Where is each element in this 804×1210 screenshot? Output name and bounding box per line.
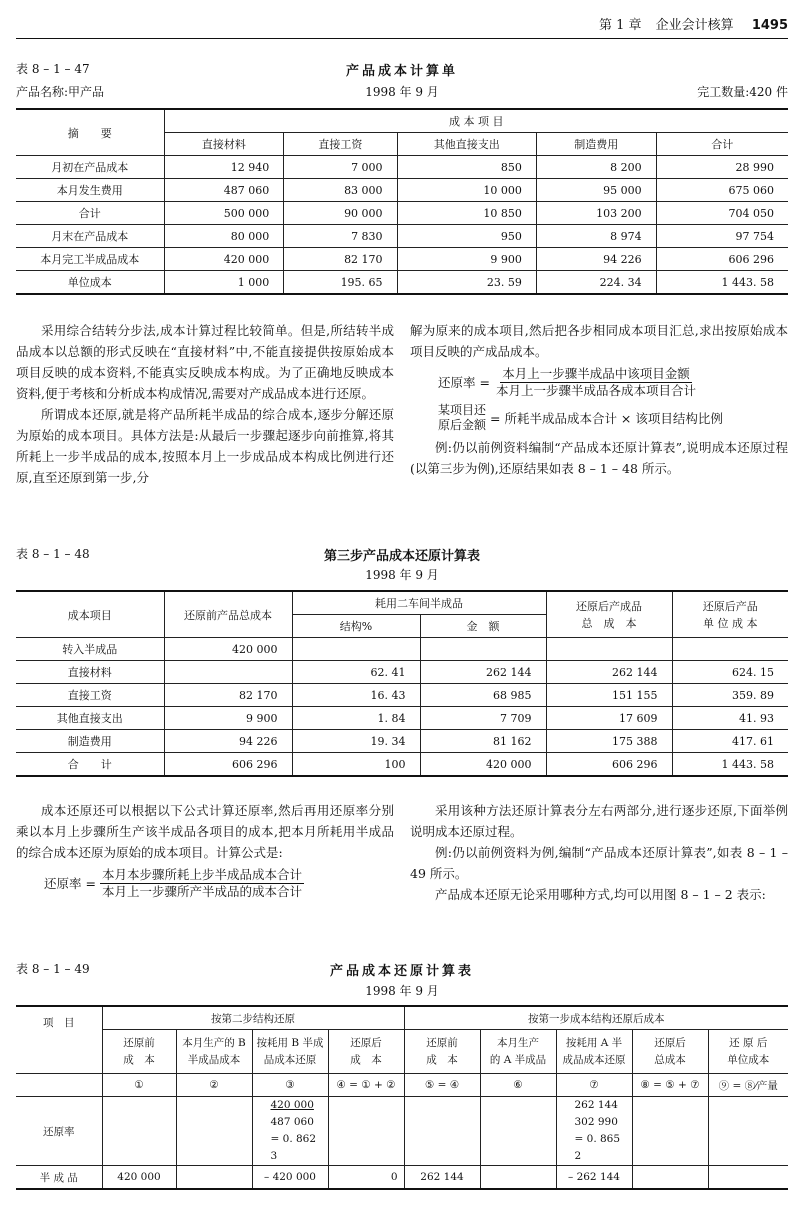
text-column-right — [410, 320, 788, 479]
formula-lhs-line: 某项目还 — [438, 403, 487, 417]
header-line: 的 A 半成品 — [489, 1053, 547, 1066]
page-number: 1495 — [751, 18, 788, 33]
cell: 80 000 — [164, 225, 284, 248]
cell: 420 000 — [420, 753, 546, 777]
paragraph: 例:仍以前例资料为例,编制“产品成本还原计算表”,如表 8 – 1 – 49 所示。 — [410, 845, 788, 881]
formula-reduction-rate-1 — [438, 366, 788, 399]
cell — [328, 1097, 404, 1166]
text-column-left — [16, 800, 394, 904]
cell: 7 000 — [284, 156, 397, 179]
table-row — [16, 661, 788, 684]
header-line: 按耗用 A 半 — [565, 1036, 623, 1049]
cell: 10 000 — [397, 179, 536, 202]
table3-col-header — [556, 1030, 632, 1074]
cell: 8 974 — [536, 225, 656, 248]
cell: 100 — [292, 753, 420, 777]
column-number: ⑧ = ⑤ + ⑦ — [632, 1074, 708, 1097]
cell: 90 000 — [284, 202, 397, 225]
cell: 195. 65 — [284, 271, 397, 295]
cell — [708, 1097, 788, 1166]
table2-header-struct: 结构% — [292, 615, 420, 638]
row-label: 月末在产品成本 — [16, 225, 164, 248]
table3-col-header — [252, 1030, 328, 1074]
table3-col-header — [102, 1030, 176, 1074]
header-line: 总 成 本 — [581, 616, 637, 630]
text-column-right — [410, 800, 788, 905]
table2-header-group: 耗用二车间半成品 — [292, 591, 546, 615]
paragraph: 解为原来的成本项目,然后把各步相同成本项目汇总,求出按原始成本项目反映的产成品成本。 — [410, 323, 788, 359]
table3-col-header — [632, 1030, 708, 1074]
table-row — [16, 248, 788, 271]
cell — [420, 638, 546, 661]
cell — [632, 1097, 708, 1166]
table1-col-header: 其他直接支出 — [397, 133, 536, 156]
column-number: ② — [176, 1074, 252, 1097]
cell: 262 144 — [404, 1166, 480, 1190]
cell: 68 985 — [420, 684, 546, 707]
cell: 606 296 — [656, 248, 788, 271]
header-line: 还原后产品 — [702, 599, 758, 613]
cell: 17 609 — [546, 707, 672, 730]
cell: 28 990 — [656, 156, 788, 179]
cell: 500 000 — [164, 202, 284, 225]
table1-product: 产品名称:甲产品 — [16, 85, 105, 99]
formula-reduction-rate-2 — [44, 867, 394, 900]
table-row — [16, 179, 788, 202]
header-line: 总成本 — [654, 1053, 686, 1066]
row-label: 本月完工半成品成本 — [16, 248, 164, 271]
table3-col-header — [176, 1030, 252, 1074]
rate-calc-b — [252, 1097, 328, 1166]
row-label: 月初在产品成本 — [16, 156, 164, 179]
table-row — [16, 1166, 788, 1190]
cell: 175 388 — [546, 730, 672, 753]
table-row — [16, 156, 788, 179]
cell: 950 — [397, 225, 536, 248]
table-row — [16, 225, 788, 248]
header-line: 还原后 — [350, 1036, 382, 1049]
cell — [102, 1097, 176, 1166]
table-row — [16, 202, 788, 225]
table1-caption — [16, 60, 788, 78]
column-number: ① — [102, 1074, 176, 1097]
cell: 1. 84 — [292, 707, 420, 730]
table-row — [16, 1097, 788, 1166]
cell: 83 000 — [284, 179, 397, 202]
header-line: 单位成本 — [727, 1053, 770, 1066]
cell: 8 200 — [536, 156, 656, 179]
cell: 1 443. 58 — [672, 753, 788, 777]
cell: 94 226 — [536, 248, 656, 271]
table1-qty: 完工数量:420 件 — [697, 85, 788, 99]
column-number: ⑥ — [480, 1074, 556, 1097]
text-column-left — [16, 320, 394, 488]
cell — [546, 638, 672, 661]
table2-subcaption — [16, 566, 788, 584]
formula-item-amount — [438, 403, 788, 433]
row-label: 合 计 — [16, 753, 164, 777]
row-label: 单位成本 — [16, 271, 164, 295]
table1-col-header: 直接工资 — [284, 133, 397, 156]
paragraph: 所谓成本还原,就是将产品所耗半成品的综合成本,逐步分解还原为原始的成本项目。具体方法是:从最后一步骤起逐步向前推算,将其所耗上一步半成品的成本,按照本月上一步成品成本构成比例进行还原,直至还原到第一步,分 — [16, 407, 394, 485]
table2-title: 第三步产品成本还原计算表 — [323, 549, 480, 564]
cell: – 262 144 — [556, 1166, 632, 1190]
cell — [164, 661, 292, 684]
cell — [480, 1097, 556, 1166]
cell: 103 200 — [536, 202, 656, 225]
table2-header-before: 还原前产品总成本 — [164, 591, 292, 638]
table2-caption — [16, 545, 788, 563]
cell: 606 296 — [546, 753, 672, 777]
table1-label: 表 8 – 1 – 47 — [16, 62, 90, 76]
table-row — [16, 684, 788, 707]
row-label: 合计 — [16, 202, 164, 225]
rate-numerator: 262 144 — [574, 1099, 618, 1111]
table3-subcaption — [16, 982, 788, 1000]
cell: – 420 000 — [252, 1166, 328, 1190]
paragraph: 采用综合结转分步法,成本计算过程比较简单。但是,所结转半成品成本以总额的形式反映在“直接材料”中,不能直接提供按原始成本项目反映的成本资料,不能真实反映成本构成。为了正确地反映成本资料,便于考核和分析成本构成情况,需要对产成品成本进行还原。 — [16, 323, 394, 401]
cell: 0 — [328, 1166, 404, 1190]
paragraph: 成本还原还可以根据以下公式计算还原率,然后再用还原率分别乘以本月上步骤所生产该半成品各项目的成本,把本月所耗用半成品的综合成本还原为原始的成本项目。计算公式是: — [16, 803, 394, 860]
rate-denominator: 487 060 — [270, 1116, 314, 1128]
header-line: 本月生产的 B — [182, 1036, 246, 1049]
table3-col-header — [480, 1030, 556, 1074]
column-number: ⑤ = ④ — [404, 1074, 480, 1097]
table3-label: 表 8 – 1 – 49 — [16, 962, 90, 976]
cell: 262 144 — [546, 661, 672, 684]
header-line: 还 原 后 — [729, 1036, 768, 1049]
cell: 151 155 — [546, 684, 672, 707]
header-rule — [16, 38, 788, 39]
header-line: 还原前 — [426, 1036, 458, 1049]
header-line: 成 本 — [123, 1053, 155, 1066]
table-row — [16, 707, 788, 730]
cell: 262 144 — [420, 661, 546, 684]
cell — [176, 1166, 252, 1190]
cell: 606 296 — [164, 753, 292, 777]
chapter-title: 企业会计核算 — [655, 18, 734, 33]
table2-header-after-unit — [672, 591, 788, 638]
paragraph: 例:仍以前例资料编制“产品成本还原计算表”,说明成本还原过程(以第三步为例),还原结果如表 8 – 1 – 48 所示。 — [410, 440, 788, 476]
header-line: 按耗用 B 半成 — [256, 1036, 324, 1049]
table1-col-header: 制造费用 — [536, 133, 656, 156]
header-line: 成品成本还原 — [562, 1053, 626, 1066]
column-number: ⑦ — [556, 1074, 632, 1097]
table2-date: 1998 年 9 月 — [365, 568, 439, 582]
table3-caption — [16, 960, 788, 978]
rate-denominator: 302 990 — [574, 1116, 618, 1128]
cell — [672, 638, 788, 661]
row-label: 半 成 品 — [16, 1166, 102, 1190]
cell: 850 — [397, 156, 536, 179]
formula-lhs: 还原率 = — [438, 375, 490, 390]
table-row — [16, 730, 788, 753]
table2-header-item: 成本项目 — [16, 591, 164, 638]
cell: 81 162 — [420, 730, 546, 753]
cell — [480, 1166, 556, 1190]
header-line: 品成本还原 — [263, 1053, 317, 1066]
table1-title: 产品成本计算单 — [345, 64, 458, 79]
table3-group-left: 按第二步结构还原 — [102, 1006, 404, 1030]
column-number: ⑨ = ⑧⁄产量 — [708, 1074, 788, 1097]
cell: 62. 41 — [292, 661, 420, 684]
table3-col-header — [328, 1030, 404, 1074]
formula-numerator: 本月本步骤所耗上步半成品成本合计 — [101, 867, 302, 882]
table1-summary-header: 摘 要 — [16, 109, 164, 156]
cell: 82 170 — [164, 684, 292, 707]
paragraph: 产品成本还原无论采用哪种方式,均可以用图 8 – 1 – 2 表示: — [435, 887, 766, 902]
header-line: 单 位 成 本 — [703, 616, 758, 630]
text-block-2 — [16, 800, 788, 950]
row-label: 本月发生费用 — [16, 179, 164, 202]
formula-numerator: 本月上一步骤半成品中该项目金额 — [502, 366, 690, 381]
row-label: 制造费用 — [16, 730, 164, 753]
header-line: 成 本 — [426, 1053, 458, 1066]
cell: 704 050 — [656, 202, 788, 225]
table1-date: 1998 年 9 月 — [365, 85, 439, 99]
rate-calc-a — [556, 1097, 632, 1166]
cell: 9 900 — [397, 248, 536, 271]
cell: 1 443. 58 — [656, 271, 788, 295]
header-line: 成 本 — [350, 1053, 382, 1066]
table3 — [16, 1005, 788, 1190]
table3-col-header — [708, 1030, 788, 1074]
paragraph: 采用该种方法还原计算表分左右两部分,进行逐步还原,下面举例说明成本还原过程。 — [410, 803, 788, 839]
running-header — [16, 12, 788, 36]
table2-label: 表 8 – 1 – 48 — [16, 547, 90, 561]
cell: 41. 93 — [672, 707, 788, 730]
formula-rhs: = 所耗半成品成本合计 × 该项目结构比例 — [490, 410, 723, 426]
header-line: 半成品成本 — [187, 1053, 241, 1066]
cell: 359. 89 — [672, 684, 788, 707]
column-number: ③ — [252, 1074, 328, 1097]
row-label: 直接工资 — [16, 684, 164, 707]
table3-date: 1998 年 9 月 — [365, 984, 439, 998]
cell: 16. 43 — [292, 684, 420, 707]
cell — [404, 1097, 480, 1166]
cell: 95 000 — [536, 179, 656, 202]
table2-header-after-total — [546, 591, 672, 638]
column-number: ④ = ① + ② — [328, 1074, 404, 1097]
table3-header-item: 项 目 — [16, 1006, 102, 1074]
text-block-1 — [16, 320, 788, 530]
table3-title: 产品成本还原计算表 — [329, 964, 474, 979]
table3-col-header — [404, 1030, 480, 1074]
chapter-number: 第 1 章 — [598, 18, 642, 33]
rate-numerator: 420 000 — [270, 1099, 314, 1111]
table1-group-header: 成 本 项 目 — [164, 109, 788, 133]
cell: 1 000 — [164, 271, 284, 295]
rate-result: = 0. 862 3 — [270, 1133, 317, 1162]
cell: 7 709 — [420, 707, 546, 730]
cell — [292, 638, 420, 661]
cell: 10 850 — [397, 202, 536, 225]
cell: 12 940 — [164, 156, 284, 179]
formula-lhs: 还原率 = — [44, 876, 96, 891]
cell: 417. 61 — [672, 730, 788, 753]
row-label: 其他直接支出 — [16, 707, 164, 730]
row-label: 还原率 — [16, 1097, 102, 1166]
table-row — [16, 271, 788, 295]
cell: 19. 34 — [292, 730, 420, 753]
table3-group-right: 按第一步成本结构还原后成本 — [404, 1006, 788, 1030]
cell: 82 170 — [284, 248, 397, 271]
cell: 97 754 — [656, 225, 788, 248]
cell — [708, 1166, 788, 1190]
cell: 94 226 — [164, 730, 292, 753]
cell: 624. 15 — [672, 661, 788, 684]
cell: 23. 59 — [397, 271, 536, 295]
table2 — [16, 590, 788, 777]
formula-denominator: 本月上一步骤半成品各成本项目合计 — [495, 383, 696, 398]
formula-denominator: 本月上一步骤所产半成品的成本合计 — [101, 884, 302, 899]
table-row — [16, 753, 788, 777]
table2-header-amount: 金 额 — [420, 615, 546, 638]
table1 — [16, 108, 788, 295]
cell: 420 000 — [164, 638, 292, 661]
rate-result: = 0. 865 2 — [574, 1133, 621, 1162]
table1-col-header: 直接材料 — [164, 133, 284, 156]
header-line: 还原后 — [654, 1036, 686, 1049]
cell: 420 000 — [164, 248, 284, 271]
empty-cell — [16, 1074, 102, 1097]
header-line: 本月生产 — [497, 1036, 539, 1049]
formula-lhs-line: 原后金额 — [438, 418, 487, 432]
table1-subcaption — [16, 83, 788, 101]
row-label: 直接材料 — [16, 661, 164, 684]
cell — [176, 1097, 252, 1166]
cell: 7 830 — [284, 225, 397, 248]
row-label: 转入半成品 — [16, 638, 164, 661]
header-line: 还原后产成品 — [576, 599, 642, 613]
table-row — [16, 638, 788, 661]
cell: 675 060 — [656, 179, 788, 202]
cell: 224. 34 — [536, 271, 656, 295]
cell: 9 900 — [164, 707, 292, 730]
header-line: 还原前 — [123, 1036, 155, 1049]
cell — [632, 1166, 708, 1190]
cell: 420 000 — [102, 1166, 176, 1190]
table1-col-header: 合计 — [656, 133, 788, 156]
cell: 487 060 — [164, 179, 284, 202]
